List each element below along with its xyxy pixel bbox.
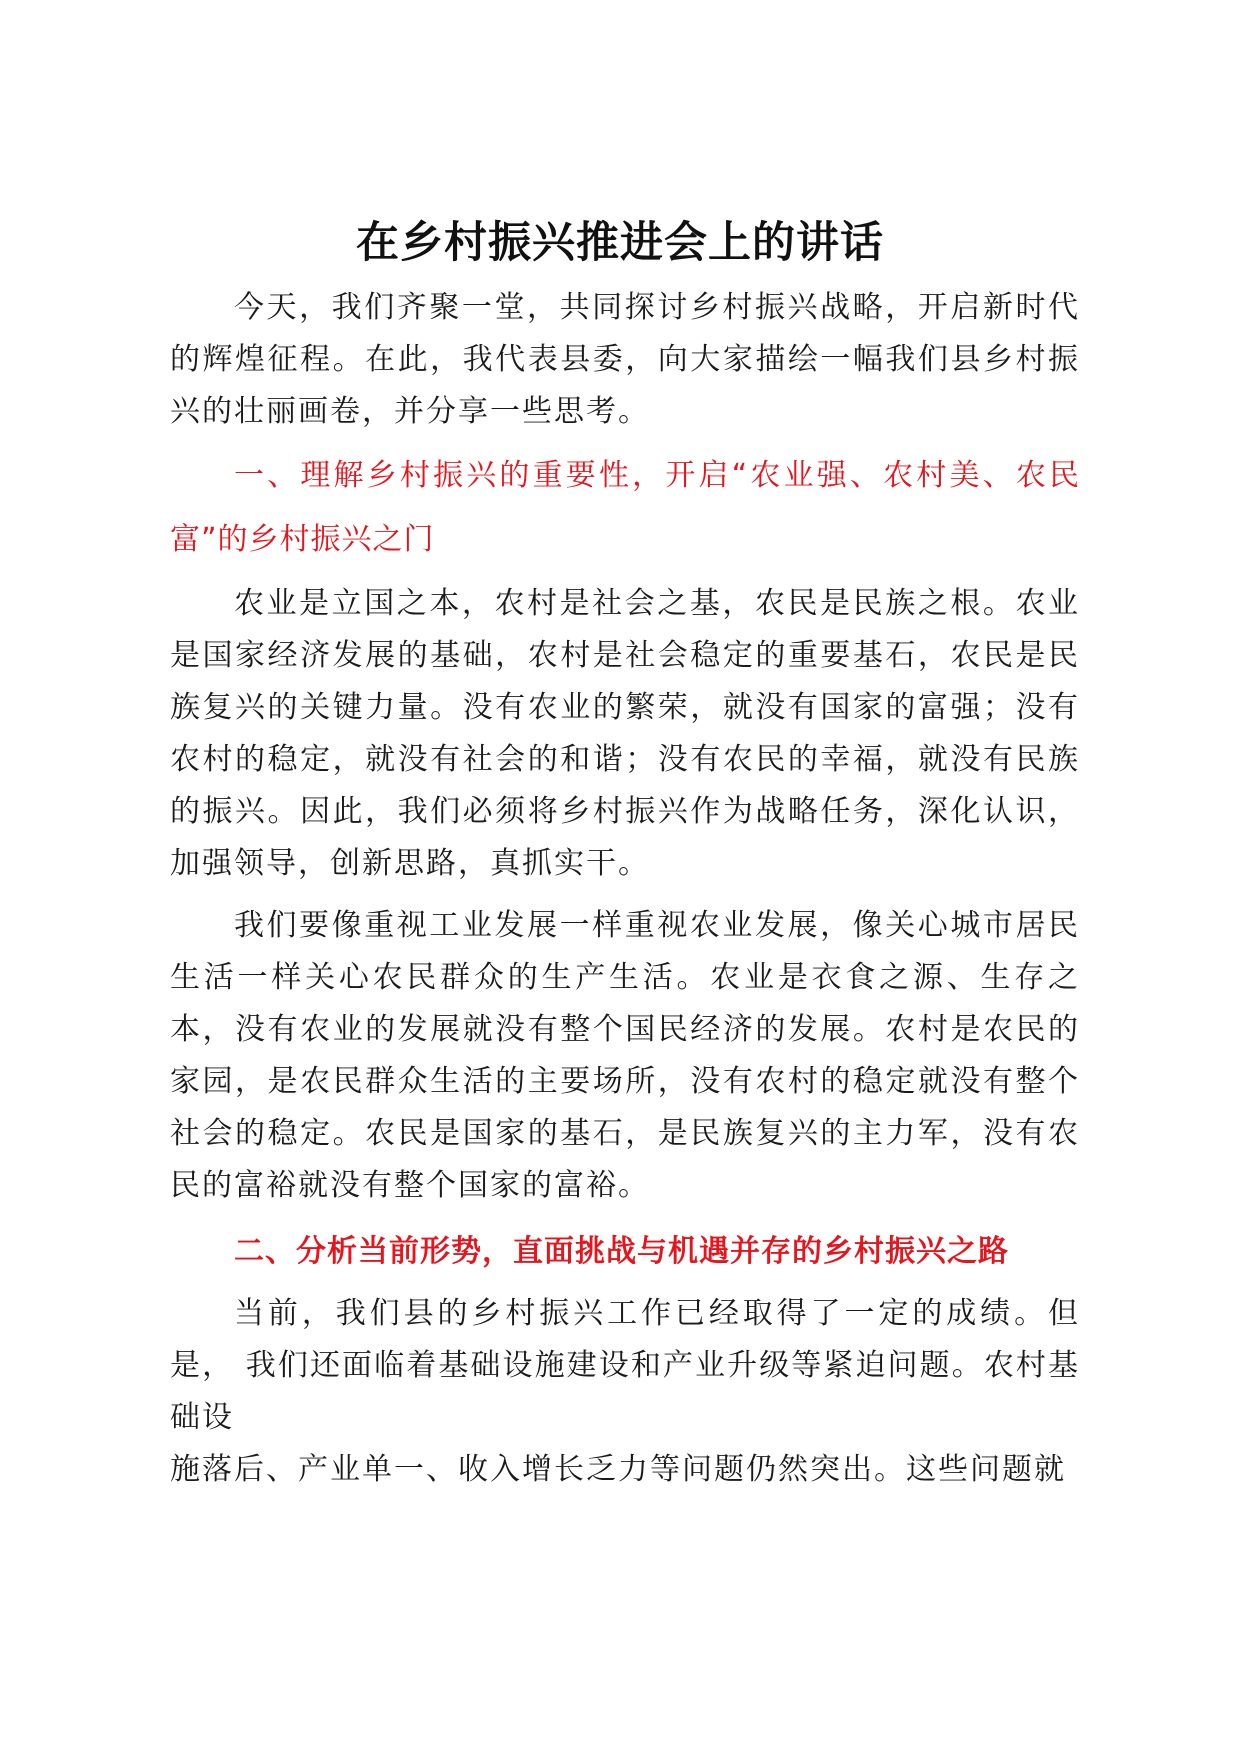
section1-paragraph-1: 农业是立国之本，农村是社会之基，农民是民族之根。农业是国家经济发展的基础，农村是社会稳定的重要基石，农民是民族复兴的关键力量。没有农业的繁荣，就没有国家的富强；没有农村的稳定，就没有社会的和谐；没有农民的幸福，就没有民族的振兴。因此，我们必须将乡村振兴作为战略任务，深化认识，加强领导，创新思路，真抓实干。 [170, 586, 1080, 881]
intro-paragraph: 今天，我们齐聚一堂，共同探讨乡村振兴战略，开启新时代的辉煌征程。在此，我代表县委，向大家描绘一幅我们县乡村振兴的壮丽画卷，并分享一些思考。 [170, 290, 1080, 429]
document-body [170, 282, 1080, 1496]
document-title: 在乡村振兴推进会上的讲话 [356, 218, 884, 268]
section1-paragraph-2: 我们要像重视工业发展一样重视农业发展，像关心城市居民生活一样关心农民群众的生产生活。农业是衣食之源、生存之本，没有农业的发展就没有整个国民经济的发展。农村是农民的家园，是农民群众生活的主要场所，没有农村的稳定就没有整个社会的稳定。农民是国家的基石，是民族复兴的主力军，没有农民的富裕就没有整个国家的富裕。 [170, 908, 1080, 1203]
section2-paragraph-part1: 当前，我们县的乡村振兴工作已经取得了一定的成绩。但是， 我们还面临着基础设施建设和产业升级等紧迫问题。农村基础设 [170, 1296, 1080, 1435]
section2-heading: 二、分析当前形势，直面挑战与机遇并存的乡村振兴之路 [234, 1234, 1009, 1269]
section2-paragraph-part2: 施落后、产业单一、收入增长乏力等问题仍然突出。这些问题就 [170, 1452, 1066, 1487]
section1-heading: 一、理解乡村振兴的重要性，开启“农业强、农村美、农民富”的乡村振兴之门 [170, 458, 1080, 557]
